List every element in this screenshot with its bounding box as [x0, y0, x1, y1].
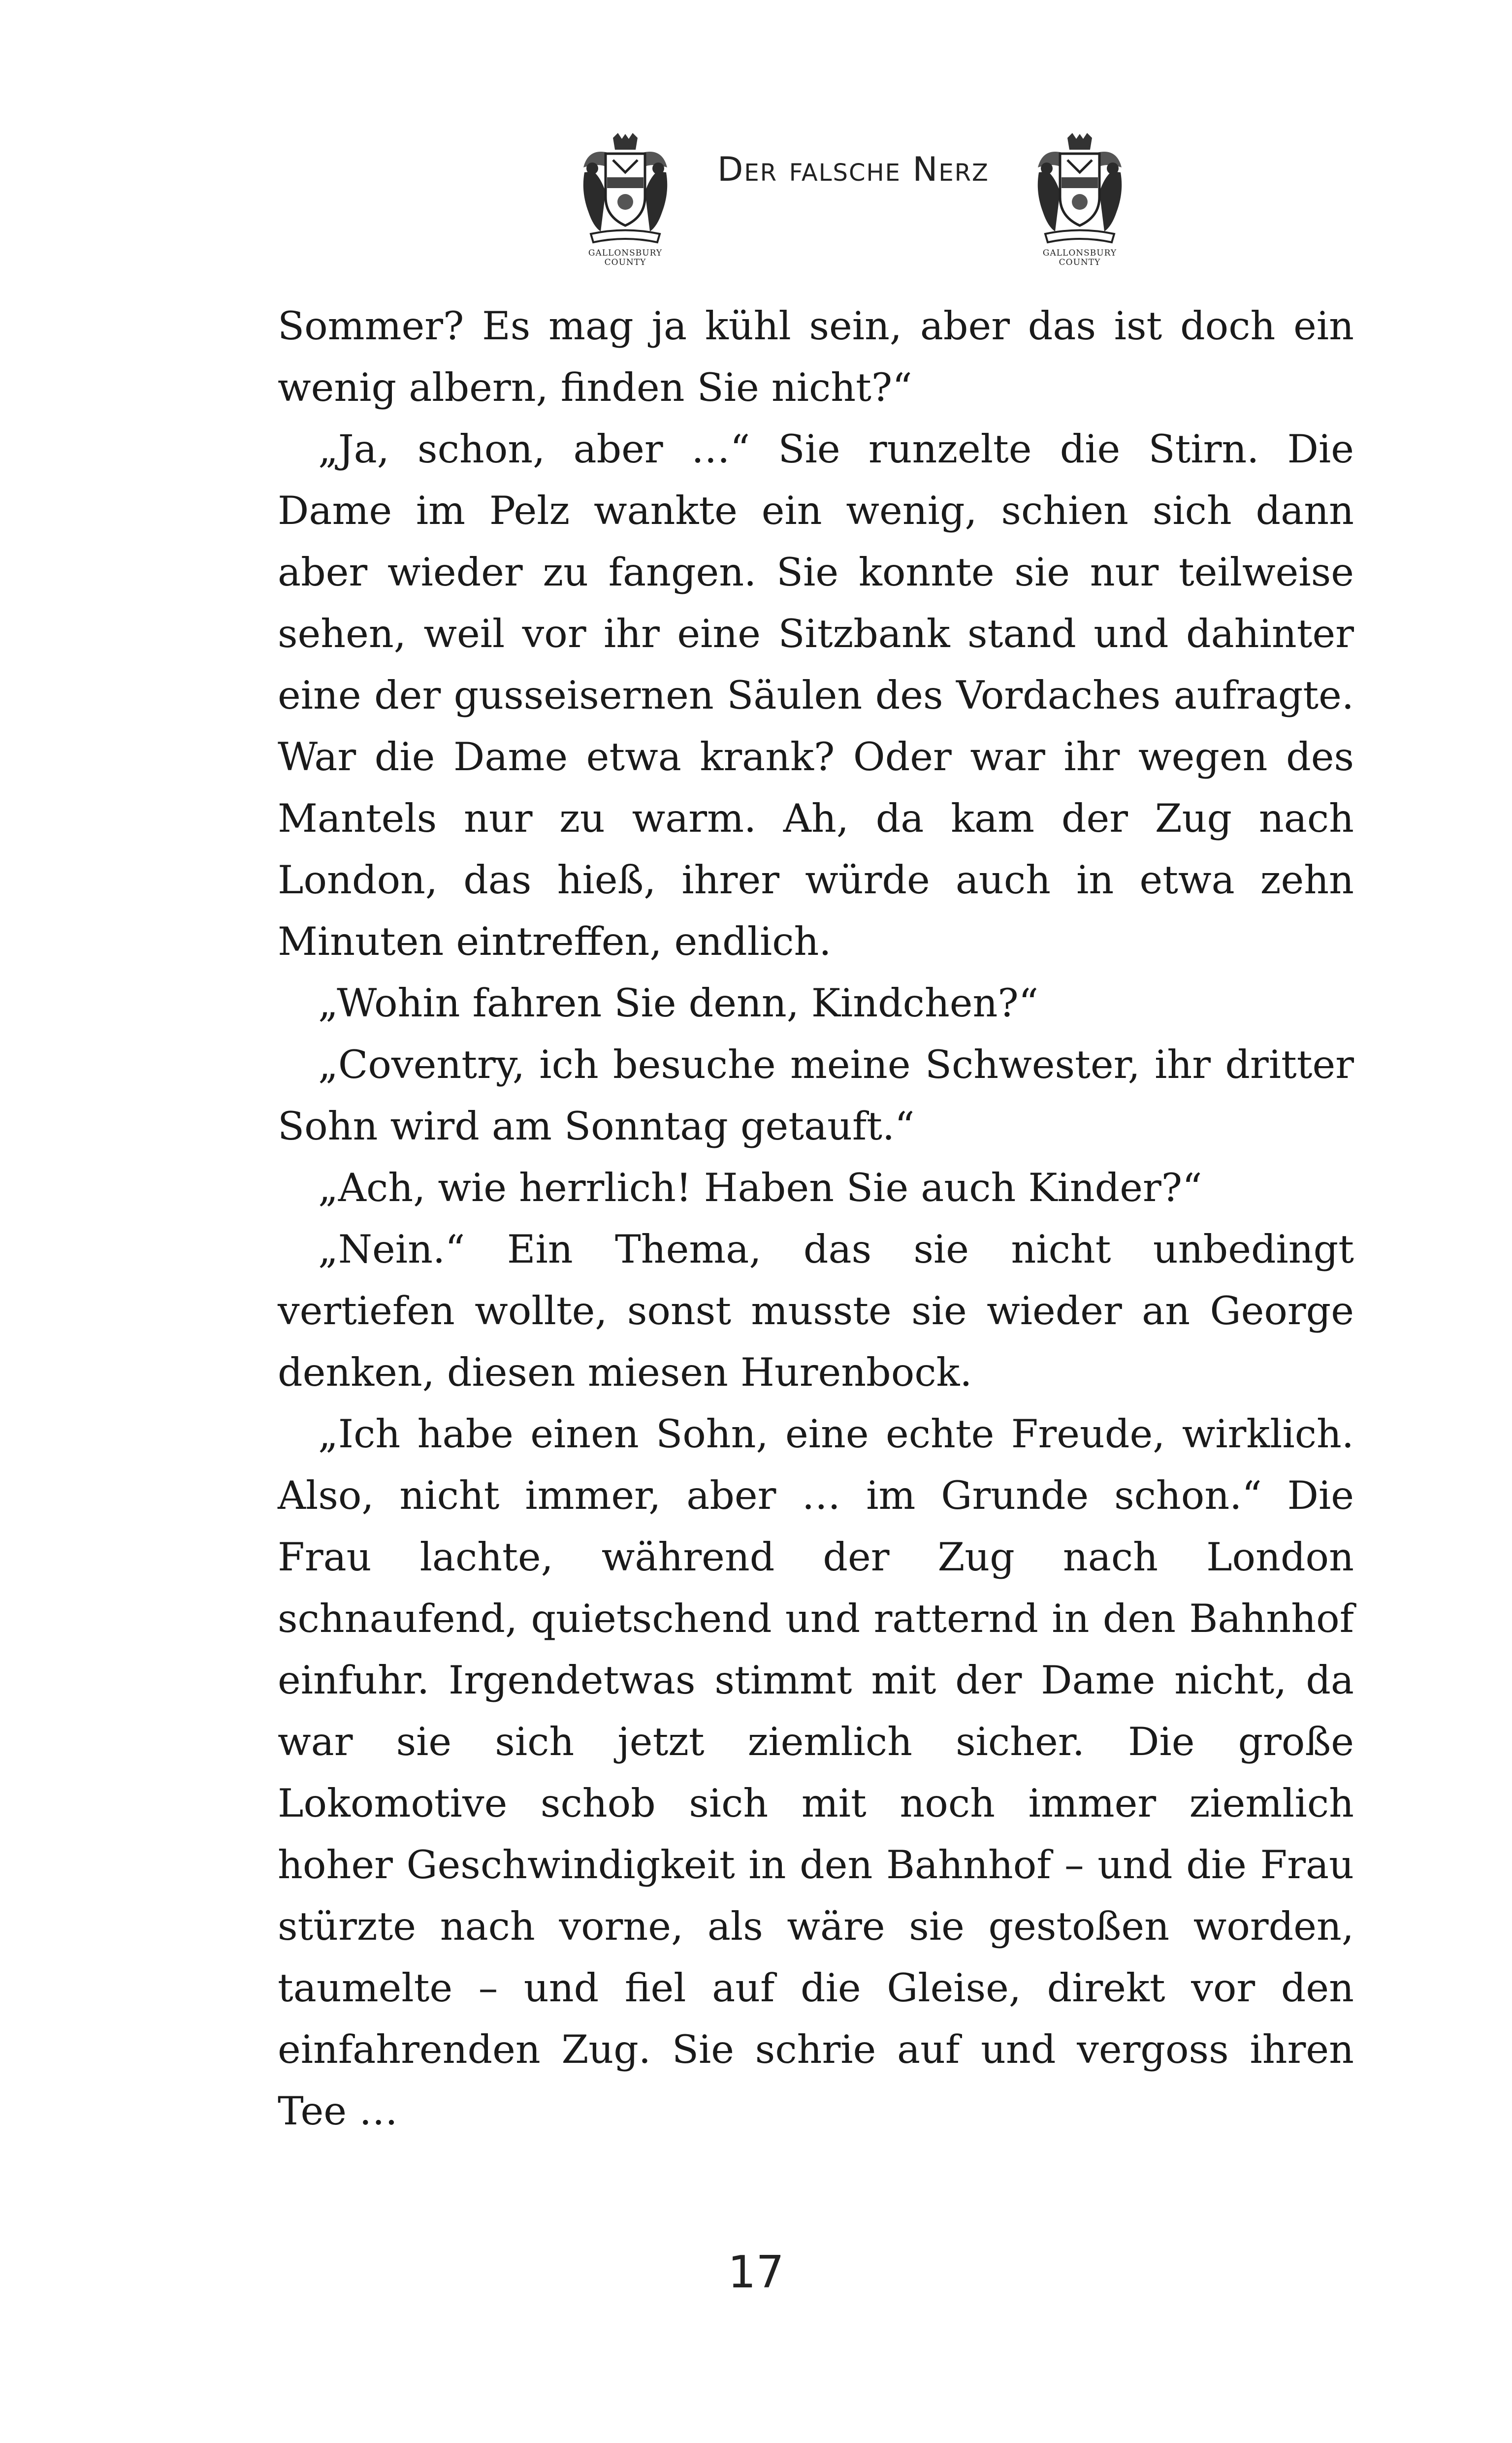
- crest-caption: GALLONSBURY: [1042, 248, 1117, 258]
- paragraph: „Coventry, ich besuche meine Schwester, ihr dritter Sohn wird am Sonntag getauft.“: [278, 1042, 1354, 1149]
- crest-caption: GALLONSBURY: [588, 248, 663, 258]
- crest-caption: COUNTY: [604, 258, 646, 267]
- paragraph: „Nein.“ Ein Thema, das sie nicht unbedingt vertiefen wollte, sonst musste sie wieder an George denken, diesen miesen Hurenbock.: [278, 1227, 1354, 1395]
- body-text: [278, 295, 1354, 2142]
- paragraph: „Wohin fahren Sie denn, Kindchen?“: [318, 980, 1039, 1026]
- running-title: Der falsche Nerz: [717, 150, 989, 189]
- paragraph: „Ja, schon, aber …“ Sie runzelte die Stirn. Die Dame im Pelz wankte ein wenig, schien sich dann aber wieder zu fangen. Sie konnte sie nur teilweise sehen, weil vor ihr eine Sitzbank stand und dahinter eine der gusseisernen Säulen des Vordaches aufragte. War die Dame etwa krank? Oder war ihr wegen des Mantels nur zu warm. Ah, da kam der Zug nach London, das hieß, ihrer würde auch in etwa zehn Minuten eintreffen, endlich.: [278, 426, 1354, 964]
- paragraph: „Ich habe einen Sohn, eine echte Freude, wirklich. Also, nicht immer, aber … im Grunde schon.“ Die Frau lachte, während der Zug nach London schnaufend, quietschend und ratternd in den Bahnhof einfuhr. Irgendetwas stimmt mit der Dame nicht, da war sie sich jetzt ziemlich sicher. Die große Lokomotive schob sich mit noch immer ziemlich hoher Geschwindigkeit in den Bahnhof – und die Frau stürzte nach vorne, als wäre sie gestoßen worden, taumelte – und fiel auf die Gleise, direkt vor den einfahrenden Zug. Sie schrie auf und vergoss ihren Tee …: [278, 1411, 1354, 2134]
- page-header: [0, 133, 1512, 281]
- gallonsbury-county-crest-icon: [1033, 133, 1126, 276]
- crest-caption: COUNTY: [1059, 258, 1101, 267]
- paragraph: „Ach, wie herrlich! Haben Sie auch Kinder?“: [318, 1165, 1202, 1210]
- paragraph: Sommer? Es mag ja kühl sein, aber das ist doch ein wenig albern, finden Sie nicht?“: [278, 303, 1354, 410]
- page-number: 17: [728, 2247, 784, 2298]
- gallonsbury-county-crest-icon: [579, 133, 672, 276]
